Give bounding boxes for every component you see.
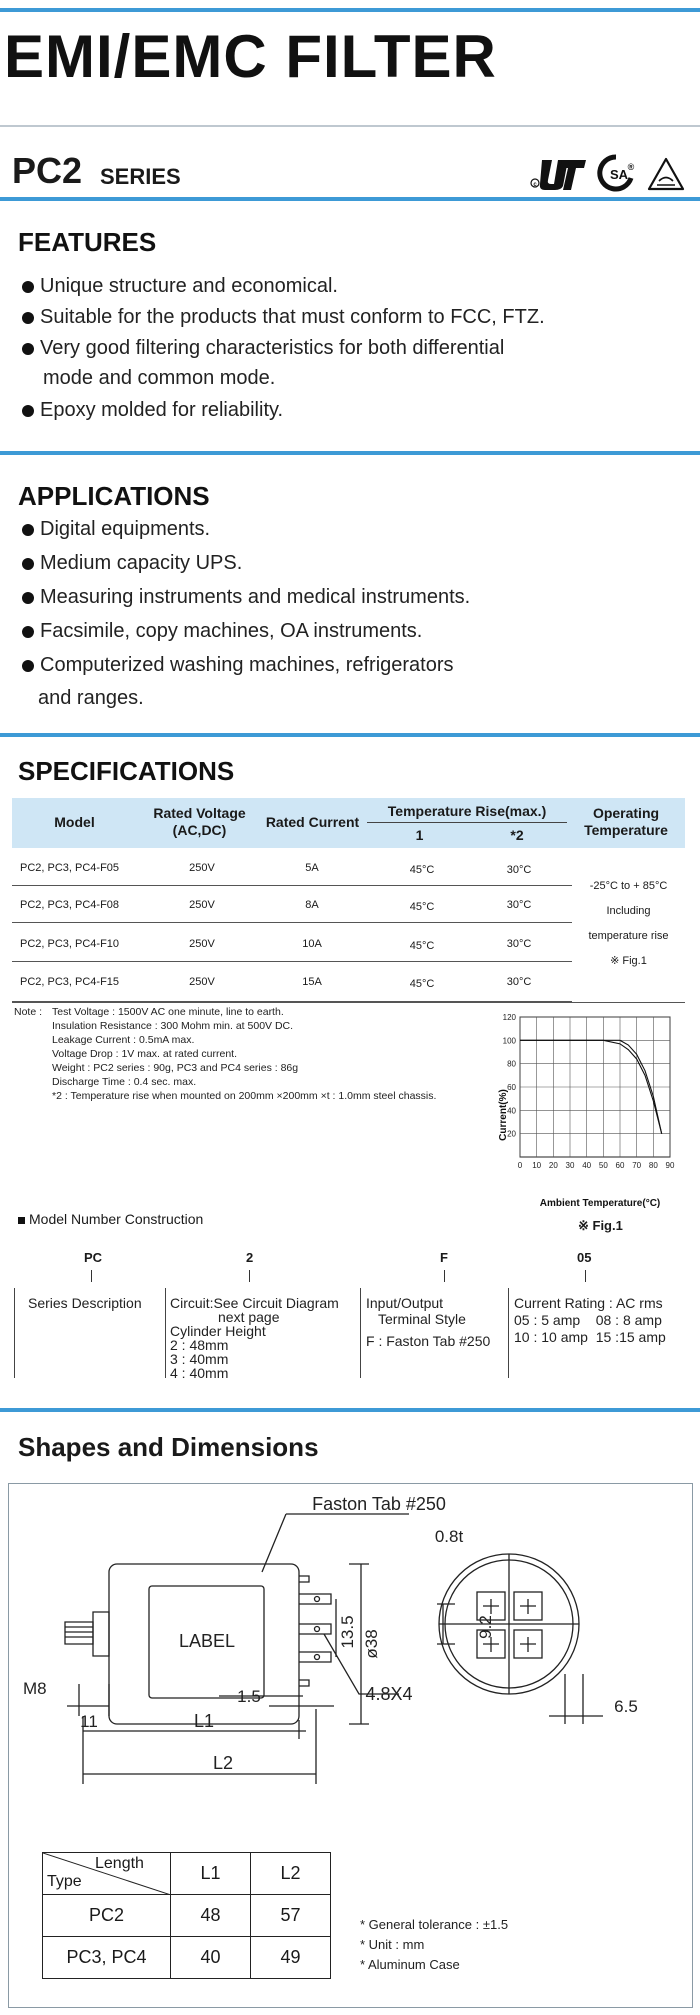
feature-item-continuation: mode and common mode. [43,367,276,389]
chart-y-axis-label: Current(%) [498,1089,509,1141]
cell-model: PC2, PC3, PC4-F15 [20,976,120,988]
spec-table-header [12,798,685,848]
chart-x-tick-label: 80 [648,1161,658,1170]
note-line: Weight : PC2 series : 90g, PC3 and PC4 series : 86g [52,1062,299,1074]
header-model: Model [54,814,95,830]
svg-text:®: ® [627,162,635,172]
section-rule [0,733,700,737]
series-code: PC2 [12,150,83,191]
column-rule [360,1288,361,1378]
feature-item: Suitable for the products that must conform to FCC, FTZ. [22,305,545,329]
current-option: 05 : 5 amp 08 : 8 amp [514,1312,662,1328]
dim-4-8x4: 4.8X4 [365,1684,413,1704]
warning-triangle-icon [646,156,686,192]
chart-x-axis-label: Ambient Temperature(°C) [539,1198,661,1209]
model-code-terminal: F [440,1250,448,1265]
note-line: Test Voltage : 1500V AC one minute, line to earth. [52,1006,284,1018]
application-item-continuation: and ranges. [38,687,144,709]
section-rule [0,197,700,201]
cell-current: 8A [305,899,319,911]
type-cell: PC2 [43,1895,171,1937]
circuit-desc: Circuit:See Circuit Diagram [170,1295,339,1311]
derating-chart [490,1005,700,1230]
table-row [12,962,572,1002]
cell-temp1: 45°C [409,978,435,990]
model-code-series: PC [84,1250,103,1265]
cell-model: PC2, PC3, PC4-F08 [20,899,120,911]
top-rule [0,8,700,12]
cylinder-option: 4 : 40mm [170,1365,229,1381]
table-row [43,1853,331,1895]
column-header: L1 [171,1853,251,1895]
feature-item: Epoxy molded for reliability. [22,398,283,422]
op-temp-note: Including [606,905,651,917]
material-note: * Aluminum Case [360,1957,460,1972]
cylinder-option: 3 : 40mm [170,1351,229,1367]
table-row [12,848,572,886]
cell-temp2: 30°C [506,976,532,988]
current-option: 10 : 10 amp 15 :15 amp [514,1329,666,1345]
cell-voltage: 250V [189,862,215,874]
corner-cell: Length Type [43,1853,171,1895]
cell-current: 10A [302,938,322,950]
section-rule [0,1408,700,1412]
page-title: EMI/EMC FILTER [4,23,497,90]
column-rule [508,1288,509,1378]
header-temp-rise-2: *2 [510,827,524,843]
dim-11: 11 [80,1712,98,1731]
header-op-temp: Operating [592,805,660,821]
thickness-label: 0.8t [434,1527,464,1546]
cell-temp1: 45°C [409,940,435,952]
application-item: Medium capacity UPS. [22,551,242,575]
table-row [43,1937,331,1979]
tick-line [249,1270,250,1282]
cell-temp1: 45°C [409,864,435,876]
header-current: Rated Current [265,814,360,830]
cell-temp2: 30°C [506,938,532,950]
header-divider [367,822,567,823]
header-voltage-unit: (AC,DC) [172,822,227,838]
cell-temp2: 30°C [506,899,532,911]
note-line: Insulation Resistance : 300 Mohm min. at 500V DC. [52,1020,294,1032]
note-label: Note : [14,1006,43,1018]
chart-y-tick-label: 80 [507,1059,516,1069]
model-number-title: Model Number Construction [18,1211,203,1227]
chart-x-tick-label: 60 [615,1161,625,1170]
svg-text:SA: SA [609,167,629,182]
note-line: Leakage Current : 0.5mA max. [52,1034,195,1046]
cell-voltage: 250V [189,976,215,988]
svg-text:c: c [533,182,537,188]
shapes-title: Shapes and Dimensions [18,1432,319,1462]
chart-x-tick-label: 70 [632,1161,642,1170]
l1-cell: 40 [171,1937,251,1979]
l2-cell: 57 [251,1895,331,1937]
cylinder-height: Cylinder Height [170,1323,266,1339]
op-temp-note: temperature rise [588,930,669,942]
specifications-title: SPECIFICATIONS [18,756,235,786]
csa-icon [597,154,635,192]
ul-recognized-icon [530,154,590,192]
cell-temp2: 30°C [506,864,532,876]
dim-13-5: 13.5 [338,1615,357,1649]
cell-model: PC2, PC3, PC4-F10 [20,938,120,950]
dim-9-2: 9.2 [476,1615,495,1639]
square-bullet-icon [18,1217,25,1224]
column-rule [165,1288,166,1378]
chart-x-tick-label: 20 [548,1161,558,1170]
section-rule [0,451,700,455]
model-code-circuit: 2 [246,1250,254,1265]
current-desc: Current Rating : AC rms [514,1295,663,1311]
dim-l1: L1 [193,1711,215,1731]
application-item: Facsimile, copy machines, OA instruments. [22,619,422,643]
chart-y-tick-label: 60 [507,1083,516,1092]
column-rule [14,1288,15,1378]
dim-l2: L2 [212,1753,234,1773]
op-temp-ref: ※ Fig.1 [610,955,647,967]
chart-y-tick-label: 40 [507,1106,516,1116]
cell-current: 15A [302,976,322,988]
type-cell: PC3, PC4 [43,1937,171,1979]
chart-y-tick-label: 120 [502,1013,516,1022]
divider [0,125,700,127]
tolerance-note: * General tolerance : ±1.5 [360,1917,509,1932]
dimension-table [42,1852,331,1979]
table-row [12,923,572,962]
feature-item: Unique structure and economical. [22,274,338,298]
application-item: Digital equipments. [22,517,210,541]
header-temp-rise: Temperature Rise(max.) [387,803,547,819]
unit-note: * Unit : mm [360,1937,425,1952]
chart-y-tick-label: 20 [507,1129,516,1139]
terminal-option: F : Faston Tab #250 [366,1333,491,1349]
l1-cell: 48 [171,1895,251,1937]
series-label: SERIES [100,164,181,189]
terminal-desc: Input/Output [366,1295,444,1311]
l2-cell: 49 [251,1937,331,1979]
cell-current: 5A [305,862,319,874]
table-bottom-rule [12,1002,685,1003]
circuit-desc: next page [218,1309,280,1325]
chart-x-tick-label: 0 [517,1161,523,1170]
tick-line [91,1270,92,1282]
chart-x-tick-label: 90 [665,1161,675,1170]
cell-voltage: 250V [189,899,215,911]
note-line: Discharge Time : 0.4 sec. max. [52,1076,197,1088]
op-temp-value: -25°C to + 85°C [589,880,668,892]
cell-model: PC2, PC3, PC4-F05 [20,862,120,874]
faston-label: Faston Tab #250 [312,1494,446,1514]
m8-label: M8 [23,1679,47,1698]
tick-line [444,1270,445,1282]
column-header: L2 [251,1853,331,1895]
model-code-current: 05 [577,1250,592,1265]
cell-voltage: 250V [189,938,215,950]
note-line: Voltage Drop : 1V max. at rated current. [52,1048,238,1060]
application-item: Measuring instruments and medical instruments. [22,585,470,609]
dim-1-5: 1.5 [237,1687,261,1706]
chart-x-tick-label: 50 [598,1161,608,1170]
chart-x-tick-label: 30 [565,1161,575,1170]
cell-temp1: 45°C [409,901,435,913]
header-voltage: Rated Voltage [153,805,246,821]
feature-item: Very good filtering characteristics for both differential [22,336,504,360]
header-op-temp-2: Temperature [584,822,668,838]
application-item: Computerized washing machines, refrigerators [22,653,454,677]
table-row [12,886,572,923]
series-description: Series Description [28,1295,142,1311]
chart-y-tick-label: 100 [502,1036,516,1046]
header-temp-rise-1: 1 [415,827,424,843]
tick-line [585,1270,586,1282]
dim-6-5: 6.5 [614,1697,638,1716]
note-line: *2 : Temperature rise when mounted on 200mm ×200mm ×t : 1.0mm steel chassis. [52,1090,437,1102]
features-title: FEATURES [18,227,157,257]
chart-x-tick-label: 40 [582,1161,592,1170]
dim-diameter-38: ø38 [362,1629,381,1659]
cylinder-option: 2 : 48mm [170,1337,229,1353]
terminal-desc: Terminal Style [378,1311,466,1327]
label-text: LABEL [178,1631,236,1651]
chart-x-tick-label: 10 [532,1161,542,1170]
table-row [43,1895,331,1937]
applications-title: APPLICATIONS [18,481,210,511]
chart-caption: ※ Fig.1 [578,1218,623,1233]
